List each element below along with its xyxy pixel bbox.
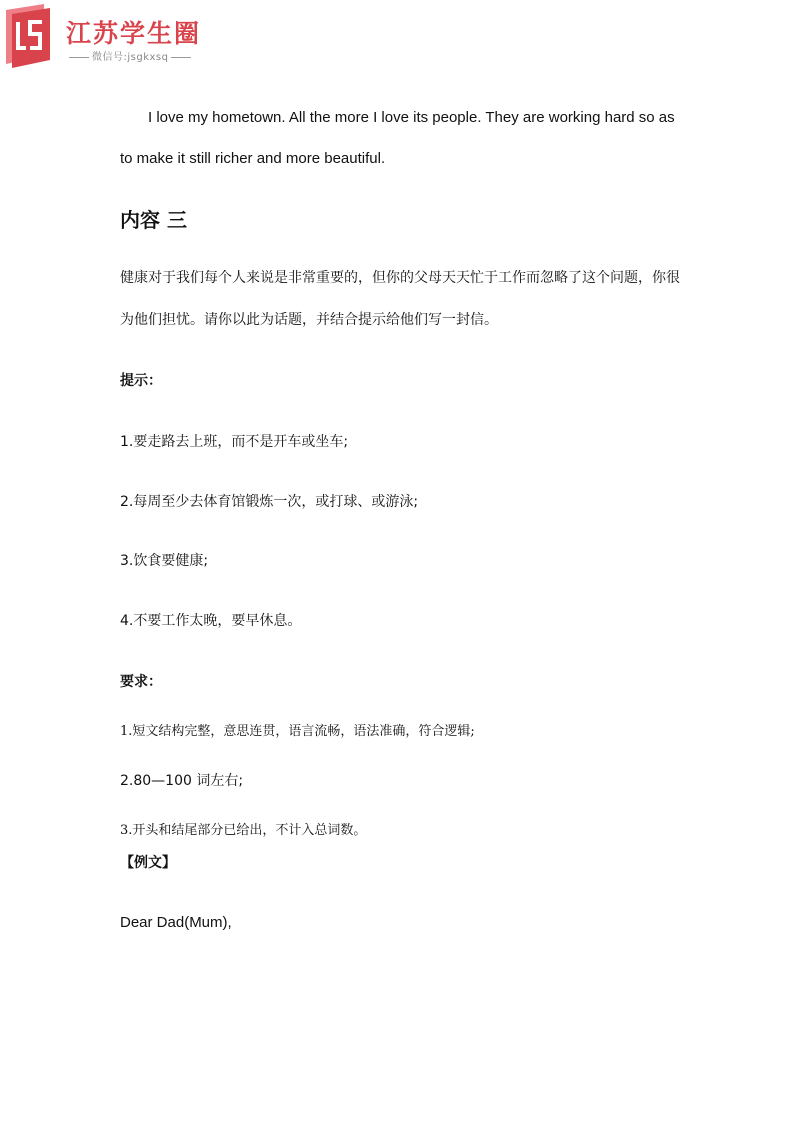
letter-salutation: Dear Dad(Mum), [120, 914, 232, 931]
brand-logo [2, 4, 212, 70]
requirement-item-1: 1.短文结构完整，意思连贯，语言流畅，语法准确，符合逻辑; [120, 724, 475, 739]
subtitle-right-rule [171, 57, 191, 58]
hint-item-1: 1.要走路去上班，而不是开车或坐车; [120, 434, 349, 450]
task-line-1: 健康对于我们每个人来说是非常重要的，但你的父母天天忙于工作而忽略了这个问题，你很 [120, 270, 680, 286]
intro-line-1: I love my hometown. All the more I love its people. They are working hard so as [148, 109, 675, 126]
hint-item-3: 3.饮食要健康; [120, 553, 209, 569]
brand-subtitle: 微信号:jsgkxsq [92, 52, 169, 63]
requirements-label: 要求： [120, 674, 162, 690]
hints-label: 提示： [120, 373, 162, 389]
requirement-item-2: 2.80—100 词左右; [120, 773, 244, 789]
brand-title: 江苏学生圈 [66, 19, 202, 48]
requirement-item-3: 3.开头和结尾部分已给出，不计入总词数。 [120, 823, 367, 838]
section-heading: 内容 三 [120, 208, 187, 232]
example-label: 【例文】 [120, 855, 176, 871]
hint-item-2: 2.每周至少去体育馆锻炼一次，或打球、或游泳; [120, 494, 419, 510]
intro-line-2: to make it still richer and more beautiful. [120, 150, 386, 167]
brand-subtitle-row [66, 48, 194, 63]
task-line-2: 为他们担忧。请你以此为话题，并结合提示给他们写一封信。 [120, 312, 498, 328]
hint-item-4: 4.不要工作太晚，要早休息。 [120, 613, 302, 629]
subtitle-left-rule [69, 57, 89, 58]
logo-mark-icon [2, 4, 56, 68]
